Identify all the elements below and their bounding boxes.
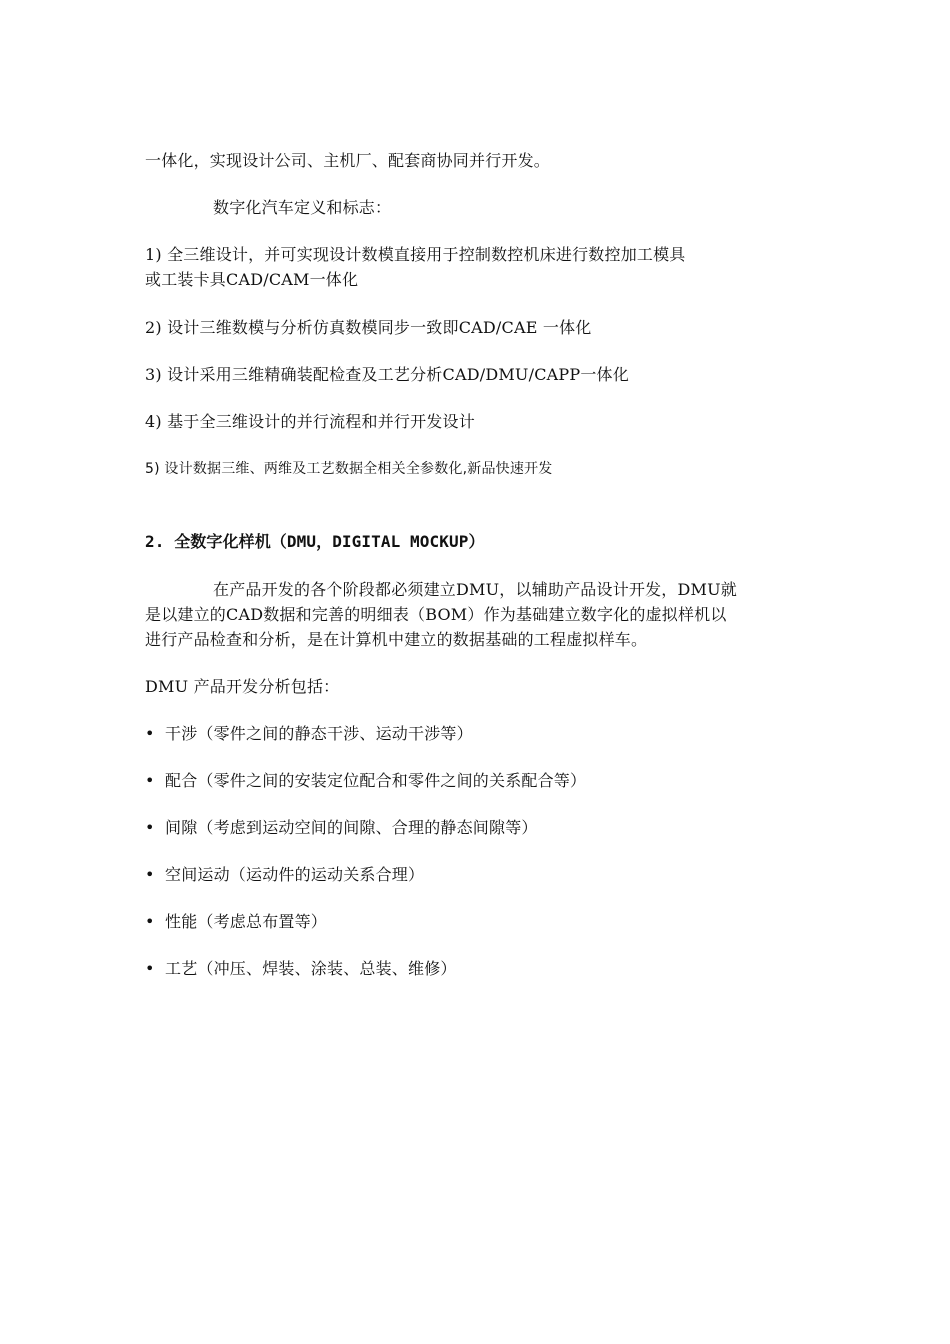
analysis-item (145, 910, 327, 934)
analysis-item-text: 干涉（零件之间的静态干涉、运动干涉等） (165, 724, 473, 743)
analysis-item (145, 769, 586, 793)
bullet-icon: • (145, 865, 155, 884)
analysis-item-text: 间隙（考虑到运动空间的间隙、合理的静态间隙等） (165, 818, 538, 837)
section-paragraph-line-2: 是以建立的CAD数据和完善的明细表（BOM）作为基础建立数字化的虚拟样机以 (145, 605, 727, 624)
definition-item-4: 4) 基于全三维设计的并行流程和并行开发设计 (145, 412, 475, 431)
analysis-item (145, 957, 457, 981)
analysis-item-text: 工艺（冲压、焊装、涂装、总装、维修） (165, 959, 457, 978)
bullet-icon: • (145, 959, 155, 978)
definition-item-1-line-2: 或工装卡具CAD/CAM一体化 (145, 270, 359, 289)
definition-item-3: 3) 设计采用三维精确装配检查及工艺分析CAD/DMU/CAPP一体化 (145, 365, 629, 384)
section-title: 2. 全数字化样机（DMU，DIGITAL MOCKUP） (145, 532, 485, 551)
analysis-item (145, 816, 538, 840)
analysis-intro: DMU 产品开发分析包括： (145, 677, 340, 696)
bullet-icon: • (145, 771, 155, 790)
analysis-item-text: 性能（考虑总布置等） (165, 912, 328, 931)
section-paragraph-line-1: 在产品开发的各个阶段都必须建立DMU，以辅助产品设计开发，DMU就 (213, 580, 737, 599)
analysis-item-text: 配合（零件之间的安装定位配合和零件之间的关系配合等） (165, 771, 587, 790)
section-paragraph-line-3: 进行产品检查和分析，是在计算机中建立的数据基础的工程虚拟样车。 (145, 630, 648, 649)
definition-heading: 数字化汽车定义和标志： (213, 198, 392, 217)
analysis-item (145, 863, 424, 887)
bullet-icon: • (145, 818, 155, 837)
intro-line: 一体化，实现设计公司、主机厂、配套商协同并行开发。 (145, 151, 551, 170)
analysis-item (145, 722, 473, 746)
analysis-item-text: 空间运动（运动件的运动关系合理） (165, 865, 425, 884)
definition-item-2: 2) 设计三维数模与分析仿真数模同步一致即CAD/CAE 一体化 (145, 318, 592, 337)
bullet-icon: • (145, 912, 155, 931)
bullet-icon: • (145, 724, 155, 743)
definition-item-5: 5) 设计数据三维、两维及工艺数据全相关全参数化,新品快速开发 (145, 461, 553, 477)
definition-item-1-line-1: 1) 全三维设计，并可实现设计数模直接用于控制数控机床进行数控加工模具 (145, 245, 686, 264)
